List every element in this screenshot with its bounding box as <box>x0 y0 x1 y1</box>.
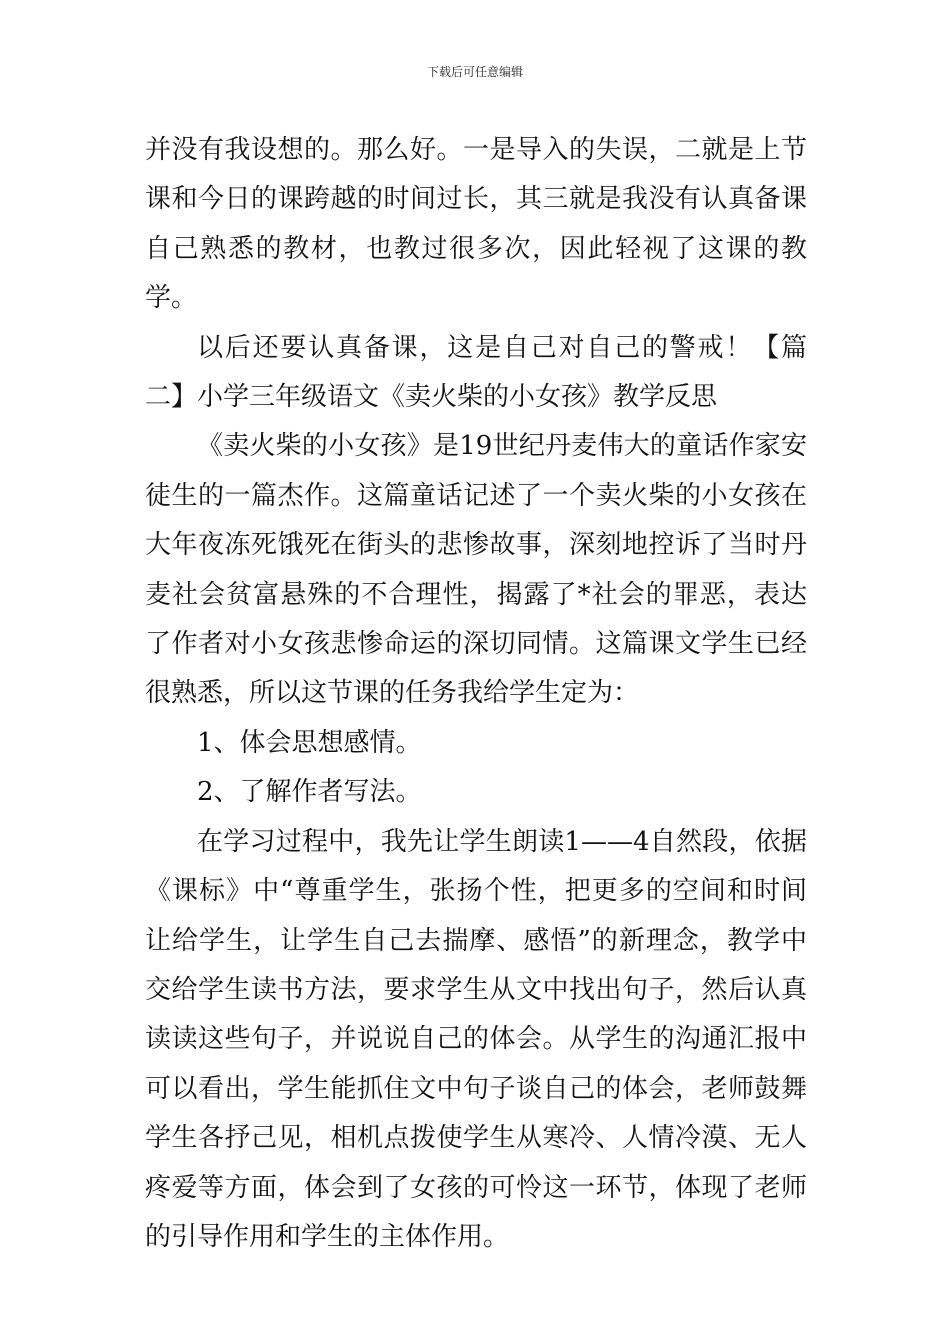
document-body <box>145 126 807 1262</box>
paragraph: 以后还要认真备课，这是自己对自己的警戒！【篇二】小学三年级语文《卖火柴的小女孩》教学反思 <box>145 332 807 413</box>
list-item: 1、体会思想感情。 <box>197 727 422 758</box>
list-item: 2、了解作者写法。 <box>197 777 422 808</box>
page-header: 下载后可任意编辑 <box>426 65 523 79</box>
paragraph: 在学习过程中，我先让学生朗读1——4自然段，依据《课标》中“尊重学生，张扬个性，把更多的空间和时间让给学生，让学生自己去揣摩、感悟”的新理念，教学中交给学生读书方法，要求学生从文中找出句子，然后认真读读这些句子，并说说自己的体会。从学生的沟通汇报中可以看出，学生能抓住文中句子谈自己的体会，老师鼓舞学生各抒己见，相机点拨使学生从寒冷、人情冷漠、无人疼爱等方面，体会到了女孩的可怜这一环节，体现了老师的引导作用和学生的主体作用。 <box>145 826 807 1252</box>
paragraph: 《卖火柴的小女孩》是19世纪丹麦伟大的童话作家安徒生的一篇杰作。这篇童话记述了一个卖火柴的小女孩在大年夜冻死饿死在街头的悲惨故事，深刻地控诉了当时丹麦社会贫富悬殊的不合理性，揭露了*社会的罪恶，表达了作者对小女孩悲惨命运的深切同情。这篇课文学生已经很熟悉，所以这节课的任务我给学生定为： <box>145 431 807 709</box>
paragraph: 并没有我设想的。那么好。一是导入的失误，二就是上节课和今日的课跨越的时间过长，其三就是我没有认真备课自己熟悉的教材，也教过很多次，因此轻视了这课的教学。 <box>145 135 807 314</box>
